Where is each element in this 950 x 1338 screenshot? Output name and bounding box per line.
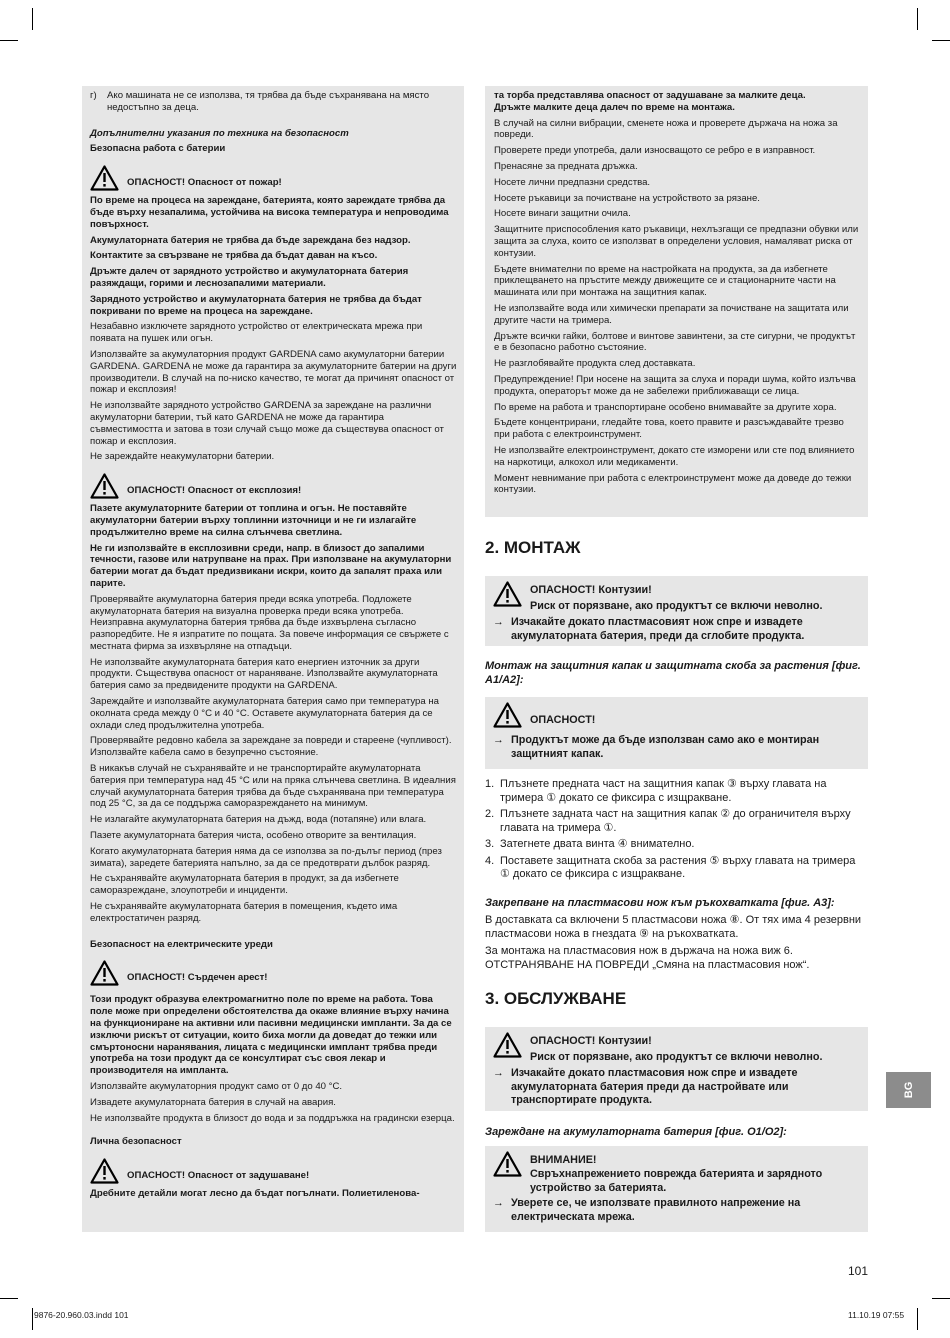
service-caution-box: [485, 1146, 868, 1232]
safety-item: Бъдете концентрирани, гледайте това, което правите и разсъждавайте трезво при работа с електроинструмент.: [494, 417, 844, 441]
heading-battery-safety: Безопасна работа с батерии: [90, 143, 226, 155]
safety-item: Носете ръкавици за почистване на устройството за рязане.: [494, 192, 760, 204]
subheading-blade-mount: Закрепване на пластмасови нож към ръкохватката [фиг. A3]:: [485, 897, 835, 909]
safety-item: В случай на силни вибрации, сменете ножа и проверете държача на ножа за повреди.: [494, 117, 838, 141]
explosion-text: Не излагайте акумулаторната батерия на дъжд, вода (потапяне) или влага.: [90, 814, 427, 826]
explosion-text: Проверявайте редовно кабела за зареждане за повреди и стареене (чупливост). Използвайте кабела само в безупречно състояние.: [90, 735, 452, 759]
danger-action: → Продуктът може да бъде използван само ако е монтиран защитният капак.: [493, 734, 820, 760]
footer-timestamp: 11.10.19 07:55: [848, 1310, 905, 1320]
right-safety-column: [485, 86, 868, 517]
danger-title: ОПАСНОСТ!: [530, 714, 596, 726]
safety-item: Не използвайте вода или химически препарати за почистване на защитата или другите части на тримера.: [494, 302, 849, 326]
fire-text: Не използвайте зарядното устройство GARDENA за зареждане на различни акумулаторни батерии, тъй като GARDENA не може да гарантира съвместимостта и затова в този случай също може да съществува опасност от пожар и експлозия.: [90, 400, 444, 447]
step-item: 3. Затегнете двата винта ④ внимателно.: [485, 838, 695, 850]
safety-item: Защитните приспособления като ръкавици, нехлъзгащи се предпазни обувки или защита за слуха, които се използват в определени условия, намаляват риска от контузии.: [494, 224, 859, 259]
montage-danger-box: [485, 576, 868, 646]
caution-header: [493, 1152, 860, 1195]
caution-action: → Уверете се, че използвате правилното напрежение на електрическата мрежа.: [493, 1197, 801, 1223]
fire-text: Незабавно изключете зарядното устройство от електрическата мрежа при появата на пушек или огън.: [90, 321, 423, 345]
warning-triangle-icon: [90, 960, 119, 986]
fire-bold-text: Контактите за свързване не трябва да бъдат даван на късо.: [90, 250, 378, 262]
fire-bold-text: Дръжте далеч от зарядното устройство и акумулаторната батерия разяждащи, горими и леснозапалими материали.: [90, 266, 409, 289]
danger-action: → Изчакайте докато пластмасовия нож спре и извадете акумулаторната батерия преди да настройвате или транспортирате продукта.: [493, 1067, 798, 1106]
safety-item: Проверете преди употреба, дали износващото се ребро е в изправност.: [494, 145, 816, 157]
crop-mark: [0, 40, 18, 41]
caution-text: [530, 1152, 860, 1195]
danger-line: Риск от порязване, ако продуктът се включи неволно.: [530, 600, 823, 612]
danger-header: [493, 582, 860, 614]
section-title-service: 3. ОБСЛУЖВАНЕ: [485, 989, 627, 1008]
safety-item: Бъдете внимателни по време на настройката на продукта, за да избегнете приклещването на пръстите между движещите се и стационарните части на машината или при монтажа на защитния капак.: [494, 263, 836, 299]
fire-bold-text: Зарядното устройство и акумулаторната батерия не трябва да бъдат покривани по време на процеса на зареждане.: [90, 293, 422, 317]
crop-mark: [932, 1298, 950, 1299]
language-tab: BG: [886, 1072, 931, 1108]
danger-header: [493, 703, 860, 728]
safety-item: Носете лични предпазни средства.: [494, 176, 651, 188]
page-number: 101: [848, 1264, 869, 1278]
danger-text: [530, 582, 822, 614]
subheading-cover-mount: Монтаж на защитния капак и защитната скоба за растения [фиг. A1/A2]:: [485, 660, 861, 686]
warning-triangle-icon: [493, 1151, 522, 1177]
safety-item: Предупреждение! При носене на защита за слуха и поради шума, който излъчва продукта, операторът може да не забележи приближаващи се лица.: [494, 373, 856, 397]
subheading-charging: Зареждане на акумулаторната батерия [фиг. O1/O2]:: [485, 1126, 787, 1138]
warning-heart: ОПАСНОСТ! Сърдечен арест!: [90, 960, 457, 986]
explosion-text: Зареждайте и използвайте акумулаторната батерия само при температура на околната среда между 0 °C и 40 °C. Оставете акумулаторната батерия да се охлади след продължителна употреба.: [90, 696, 439, 731]
danger-line: Риск от порязване, ако продуктът се включи неволно.: [530, 1051, 823, 1063]
caution-title: ВНИМАНИЕ!: [530, 1154, 597, 1166]
heading-additional-safety: Допълнителни указания по техника на безопасност: [90, 127, 349, 139]
heart-text: Използвайте акумулаторния продукт само от 0 до 40 °C.: [90, 1081, 343, 1092]
explosion-text: В никакъв случай не съхранявайте и не транспортирайте акумулаторната батерия при температура над 45 °C или на пряка слънчева светлина. В идеалния случай акумулаторната батерия трябва да бъде съхранявана при температура под 25 °C, за да се поддържа саморазреждането на минимум.: [90, 763, 456, 810]
montage-danger-box-2: [485, 697, 868, 769]
safety-item: Носете винаги защитни очила.: [494, 208, 631, 220]
blade-text: За монтажа на пластмасовия нож в държача на ножа виж 6. ОТСТРАНЯВАНЕ НА ПОВРЕДИ „Смяна на пластмасовия нож“.: [485, 945, 810, 971]
explosion-text: Не използвайте акумулаторната батерия като енергиен източник за други продукти. Съществува опасност от нараняване. Използвайте акумулаторната батерия само за предвидените продукти на GARDENA.: [90, 656, 438, 692]
fire-bold-text: По време на процеса на зареждане, батерията, която зареждате трябва да бъде върху незапалима, устойчива на висока температура и непроводима повърхност.: [90, 195, 449, 230]
danger-text: [530, 1033, 822, 1065]
crop-mark: [32, 1308, 33, 1330]
heart-text: Не използвайте продукта в близост до вода и за поддръжка на градински езерца.: [90, 1112, 455, 1124]
danger-action: → Изчакайте докато пластмасовият нож спре и извадете акумулаторната батерия, преди да сглобите продукта.: [493, 616, 805, 642]
explosion-text: Когато акумулаторната батерия няма да се използва за по-дълъг период (през зимата), заредете батерията напълно, за да се предотврати дълбок разряд.: [90, 845, 442, 869]
heart-bold-text: Този продукт образува електромагнитно поле по време на работа. Това поле може при определени обстоятелства да окаже влияние върху начина на функциониране на активни или пасивни медицински импланти. За да се изключи рискът от ситуации, които биха могли да доведат до тежки или смъртоносни наранявания, лицата с медицински имплант трябва преди употреба на този продукт да се консултират със своя лекар и производителя на импланта.: [90, 994, 452, 1077]
warning-fire: ОПАСНОСТ! Опасност от пожар!: [90, 165, 457, 191]
crop-mark: [932, 40, 950, 41]
explosion-text: Проверявайте акумулаторна батерия преди всяка употреба. Подложете акумулаторната батерия на визуална проверка преди всяка употреба. Неизправна акумулаторна батерия трябва да бъде изхвърлена съгласно разпоредбите. Не я изпратите по пощата. За повече информация се свържете с местната фирма за изхвърляне на отпадъци.: [90, 593, 449, 652]
fire-bold-text: Акумулаторната батерия не трябва да бъде зареждана без надзор.: [90, 234, 411, 246]
crop-mark: [917, 1308, 918, 1330]
safety-item: Дръжте всички гайки, болтове и винтове завинтени, за сте сигурни, че продуктът е в безопасно работно състояние.: [494, 330, 856, 354]
safety-item: По време на работа и транспортиране особено внимавайте за другите хора.: [494, 401, 837, 413]
choke-continued: та торба представлява опасност от задушаване за малките деца.: [494, 90, 806, 101]
danger-title: ОПАСНОСТ! Контузии!: [530, 1035, 652, 1047]
warning-choke: ОПАСНОСТ! Опасност от задушаване!: [90, 1158, 457, 1184]
crop-mark: [917, 8, 918, 30]
arrow-icon: →: [493, 1197, 504, 1209]
arrow-icon: →: [493, 1067, 504, 1079]
crop-mark: [0, 1298, 18, 1299]
explosion-text: Не съхранявайте акумулаторната батерия в помещения, където има електростатичен разряд.: [90, 901, 398, 924]
children-warning: Дръжте малките деца далеч по време на монтажа.: [494, 101, 735, 113]
warning-triangle-icon: [90, 1158, 119, 1184]
warning-triangle-icon: [493, 702, 522, 728]
section-title-montage: 2. МОНТАЖ: [485, 538, 581, 557]
crop-mark: [32, 8, 33, 30]
warning-triangle-icon: [90, 473, 119, 499]
step-item: 1. Плъзнете предната част на защитния капак ③ върху главата на тримера ① докато се фиксира с изщракване.: [485, 778, 827, 804]
danger-header: [493, 1033, 860, 1065]
choke-bold-text: Дребните детайли могат лесно да бъдат погълнати. Полиетиленова-: [90, 1188, 420, 1200]
safety-item: Момент невнимание при работа с електроинструмент може да доведе до тежки контузии.: [494, 472, 852, 496]
heading-personal-safety: Лична безопасност: [90, 1136, 182, 1148]
arrow-icon: →: [493, 616, 504, 628]
assembly-steps: [485, 778, 868, 882]
caution-line: Свръхнапрежението поврежда батерията и зарядното устройство за батерията.: [530, 1168, 823, 1194]
explosion-text: Не съхранявайте акумулаторната батерия в продукт, за да избегнете саморазреждане, злоупотреби и инциденти.: [90, 873, 399, 897]
danger-title: ОПАСНОСТ! Контузии!: [530, 584, 652, 596]
explosion-text: Пазете акумулаторната батерия чиста, особено отворите за вентилация.: [90, 830, 417, 842]
explosion-bold-text: Пазете акумулаторните батерии от топлина и огън. Не поставяйте акумулаторни батерии върху топлинни източници и не ги излагайте продължително време на силна слънчева светлина.: [90, 503, 417, 538]
fire-text: Не зареждайте неакумулаторни батерии.: [90, 451, 275, 463]
safety-item: Не използвайте електроинструмент, докато сте изморени или сте под влиянието на наркотици, алкохол или медикаменти.: [494, 444, 855, 468]
blade-text: В доставката са включени 5 пластмасови ножа ⑧. От тях има 4 резервни пластмасови ножа в гнездата ⑨ на ръкохватката.: [485, 914, 862, 940]
warning-explosion: ОПАСНОСТ! Опасност от експлозия!: [90, 473, 457, 499]
warning-triangle-icon: [493, 581, 522, 607]
arrow-icon: →: [493, 734, 504, 746]
safety-item: Не разглобявайте продукта след доставката.: [494, 358, 696, 370]
warning-triangle-icon: [493, 1032, 522, 1058]
warning-triangle-icon: [90, 165, 119, 191]
service-danger-box: [485, 1027, 868, 1111]
intro-item: г) Ако машината не се използва, тя трябва да бъде съхранявана на място недостъпно за деца.: [90, 90, 430, 113]
safety-item: Пренасяне за предната дръжка.: [494, 160, 638, 172]
step-item: 4. Поставете защитната скоба за растения ⑤ върху главата на тримера ① докато се фиксира с изщракване.: [485, 854, 856, 880]
explosion-bold-text: Не ги използвайте в експлозивни среди, напр. в близост до запалими течности, газове или натрупване на прах. При използване на акумулаторни батерии могат да бъдат предизвикани искри, които да запалят праха или парите.: [90, 542, 452, 589]
heart-text: Извадете акумулаторната батерия в случай на авария.: [90, 1096, 336, 1108]
left-safety-column: [82, 86, 464, 1232]
heading-electric-safety: Безопасност на електрическите уреди: [90, 938, 273, 950]
footer-file-info: 9876-20.960.03.indd 101: [34, 1310, 129, 1320]
fire-text: Използвайте за акумулаторния продукт GARDENA само акумулаторни батерии GARDENA. GARDENA не може да гарантира за акумулаторните батерии на други производители. В случай на по-ниско качество, те могат да причинят опасност от пожар и експлозия!: [90, 348, 457, 396]
step-item: 2. Плъзнете задната част на защитния капак ② до ограничителя върху главата на тримера ①.: [485, 808, 851, 834]
